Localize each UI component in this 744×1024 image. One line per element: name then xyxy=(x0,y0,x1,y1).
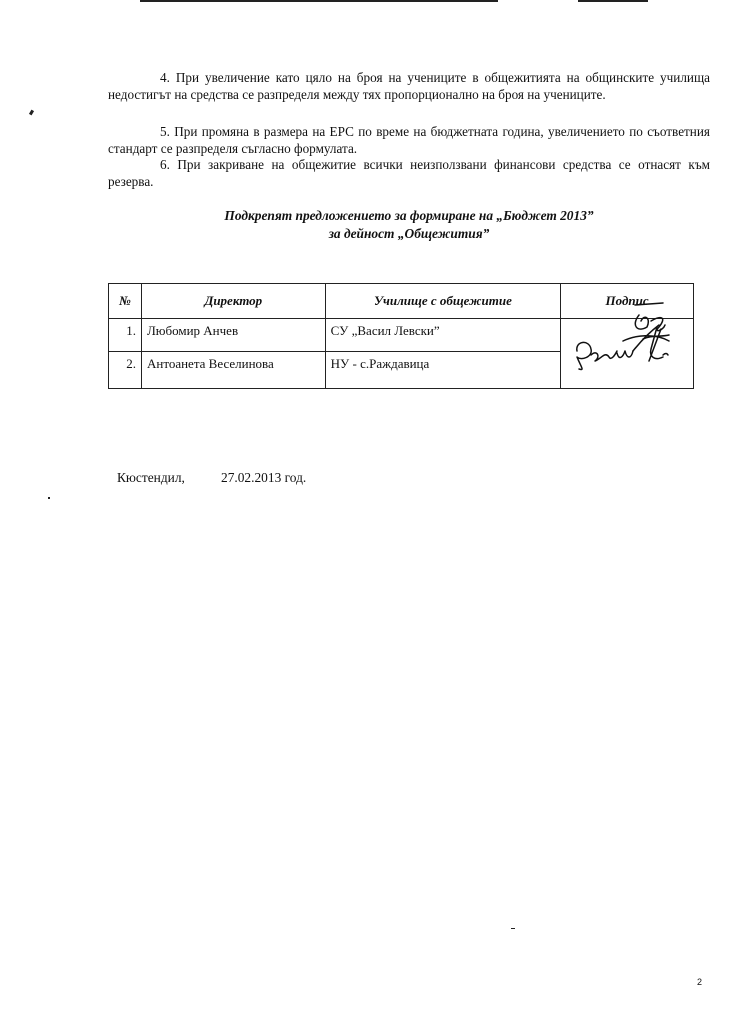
row-number: 2. xyxy=(109,352,142,389)
paragraph-4-text: 4. При увеличение като цяло на броя на учениците в общежитията на общинските училища недостигът на средства се разпределя между тях пропорционално на броя на учениците. xyxy=(108,70,710,102)
scan-speck xyxy=(48,497,50,499)
header-signature: Подпис xyxy=(561,284,694,319)
header-school: Училище с общежитие xyxy=(325,284,561,319)
school-name: НУ - с.Раждавица xyxy=(325,352,561,389)
header-number: № xyxy=(109,284,142,319)
row-number: 1. xyxy=(109,319,142,352)
support-heading-line-1: Подкрепят предложението за формиране на „Бюджет 2013” xyxy=(224,208,594,223)
school-name: СУ „Васил Левски” xyxy=(325,319,561,352)
signature-cell xyxy=(561,319,694,389)
paragraph-6 xyxy=(108,157,710,190)
date: 27.02.2013 год. xyxy=(221,470,307,485)
paragraph-5 xyxy=(108,124,710,157)
scan-edge-line xyxy=(140,0,498,2)
place: Кюстендил, xyxy=(117,470,185,485)
handwritten-signature-image xyxy=(565,301,687,373)
director-name: Любомир Анчев xyxy=(141,319,325,352)
header-director: Директор xyxy=(141,284,325,319)
table-row xyxy=(109,319,694,352)
scan-edge-line xyxy=(578,0,648,2)
page-number: 2 xyxy=(697,977,703,987)
paragraph-4 xyxy=(108,70,710,103)
scan-speck xyxy=(29,110,34,116)
place-and-date xyxy=(117,470,307,486)
paragraph-6-text: 6. При закриване на общежитие всички неизползвани финансови средства се отнасят към резерва. xyxy=(108,157,710,189)
director-name: Антоанета Веселинова xyxy=(141,352,325,389)
paragraph-5-text: 5. При промяна в размера на ЕРС по време на бюджетната година, увеличението по съответния стандарт се разпределя съгласно формулата. xyxy=(108,124,710,156)
signature-table xyxy=(108,283,694,389)
support-heading-line-2: за дейност „Общежития” xyxy=(328,226,490,241)
scan-speck xyxy=(511,928,515,929)
